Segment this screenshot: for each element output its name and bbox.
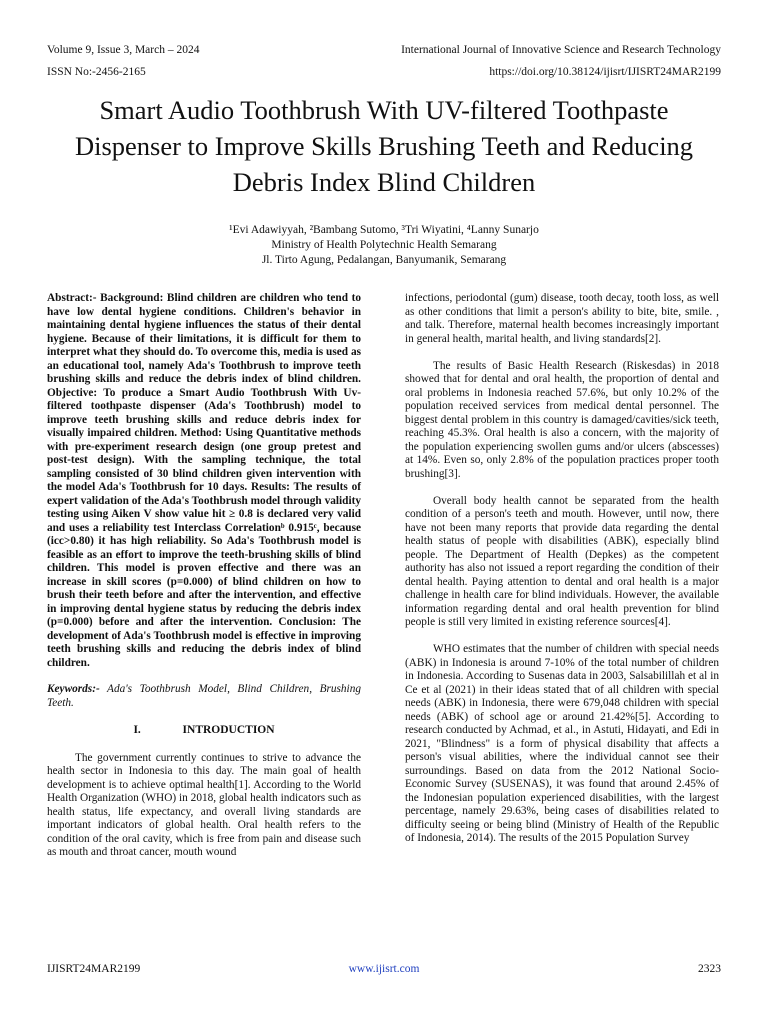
paper-title: Smart Audio Toothbrush With UV-filtered Toothpaste Dispenser to Improve Skills Brushing Teeth and Reducing Debris Index Blind Children (74, 95, 694, 197)
footer-paper-id: IJISRT24MAR2199 (47, 963, 141, 975)
author-affiliation: Ministry of Health Polytechnic Health Semarang (271, 239, 497, 251)
keywords (47, 683, 361, 710)
footer-website-link[interactable]: www.ijisrt.com (348, 963, 420, 975)
journal-name: International Journal of Innovative Science and Research Technology (401, 44, 721, 56)
section-heading (47, 724, 361, 738)
volume-info: Volume 9, Issue 3, March – 2024 (47, 44, 200, 56)
keywords-text: Ada's Toothbrush Model, Blind Children, Brushing Teeth. (47, 683, 361, 709)
section-number: I. (133, 724, 141, 736)
keywords-label: Keywords:- (47, 683, 100, 695)
issn: ISSN No:-2456-2165 (47, 66, 146, 78)
section-title: INTRODUCTION (182, 724, 275, 736)
left-column (47, 292, 361, 860)
doi-link[interactable]: https://doi.org/10.38124/ijisrt/IJISRT24MAR2199 (489, 66, 721, 78)
intro-paragraph-4: WHO estimates that the number of children with special needs (ABK) in Indonesia is around 7-10% of the total number of children in Indonesia. According to Susenas data in 2003, Salsabilillah et al in Ce et al (2021) in their ideas stated that of all children with special needs (ABK) in Indonesia, there were 679,048 children with special needs (ABK) of school age or around 21.42%[5]. According to research conducted by Achmad, et al., in Astuti, Hidayati, and Edi in 2021, "Blindness" is a form of physical disability that affects a person's visual abilities, where the individual cannot see their surroundings. Based on data from the 2012 National Socio-Economic Survey (SUSENAS), it was found that around 2.45% of the Indonesian population experienced disabilities, with the largest percentage, namely 29.63%, being cases of disabilities related to difficulty seeing or being blind (Ministry of Health of the Republic of Indonesia, 2014). The results of the 2015 Population Survey (405, 643, 719, 844)
intro-paragraph-2: The results of Basic Health Research (Riskesdas) in 2018 showed that for dental and oral health, the proportion of dental and oral problems in Indonesia reached 57.6%, but only 10.2% of the population received services from medical dental personnel. The biggest dental problem in this country is damaged/cavities/sick teeth, reaching 45.3%. Oral health is also a concern, with the majority of the population experiencing swollen gums and/or ulcers (abscesses) at 14%. Even so, only 2.8% of the population practices proper tooth brushing[3]. (405, 359, 719, 480)
author-names: ¹Evi Adawiyyah, ²Bambang Sutomo, ³Tri Wiyatini, ⁴Lanny Sunarjo (229, 224, 539, 236)
abstract: Abstract:- Background: Blind children are children who tend to have low dental hygiene conditions. Children's behavior in maintaining dental hygiene influences the status of their dental hygiene. Because of their limitations, it is difficult for them to interpret what they should do. To overcome this, media is used as an educational tool, namely Ada's Toothbrush to improve teeth brushing skills and reduce the debris index of blind children. Objective: To produce a Smart Audio Toothbrush With Uv-filtered toothpaste dispenser (Ada's Toothbrush) model to improve teeth brushing skills and reduce debris index for visually impaired children. Method: Using Quantitative methods with pre-experiment research design (one group pretest and post-test design). With the sampling technique, the total sampling consisted of 30 blind children given intervention with the model Ada's Toothbrush for 10 days. Results: The results of expert validation of the Ada's Toothbrush model through validity testing using Aiken V show value hit ≥ 0.8 is declared very valid and uses a reliability test Interclass Correlationᵇ 0.915ᶜ, because (icc>0.80) it has high reliability. So Ada's Toothbrush model is feasible as an effort to improve the teeth-brushing skills of blind children. This model is proven effective and there was an increase in skill scores (p=0.000) of blind children on how to brush their teeth before and after the intervention, and effective in improving dental hygiene status by reducing the debris index (p=0.000) before and after the intervention. Conclusion: The development of Ada's Toothbrush model is effective in improving teeth brushing skills and reducing the debris index of blind children. (47, 292, 361, 669)
intro-paragraph-1-continued: infections, periodontal (gum) disease, tooth decay, tooth loss, as well as other conditions that limit a person's ability to bite, bite, smile. , and talk. Therefore, maternal health becomes increasingly important in general health, marital health, and living standards[2]. (405, 292, 719, 345)
right-column (405, 292, 719, 846)
intro-paragraph-1: The government currently continues to strive to advance the health sector in Indonesia to this day. The main goal of health development is to achieve optimal health[1]. According to the World Health Organization (WHO) in 2018, global health indicators such as health status, life expectancy, and overall living standards are important indicators of global health. Oral health refers to the condition of the oral cavity, which is free from pain and disease such as mouth and throat cancer, mouth wound (47, 751, 361, 858)
author-address: Jl. Tirto Agung, Pedalangan, Banyumanik, Semarang (261, 254, 507, 266)
page-number: 2323 (698, 963, 721, 975)
intro-paragraph-3: Overall body health cannot be separated from the health condition of a person's teeth and mouth. However, until now, there have not been many reports that provide data regarding the dental health status of people with disabilities (ABK), especially blind people. The Department of Health (Depkes) as the competent authority has also not issued a report regarding the condition of their dental health. Paying attention to dental and oral health is a major challenge in health care for blind individuals. However, the available information regarding dental and oral health prevention for blind people is still very limited in existing reference sources[4]. (405, 494, 719, 628)
author-block (100, 223, 668, 268)
